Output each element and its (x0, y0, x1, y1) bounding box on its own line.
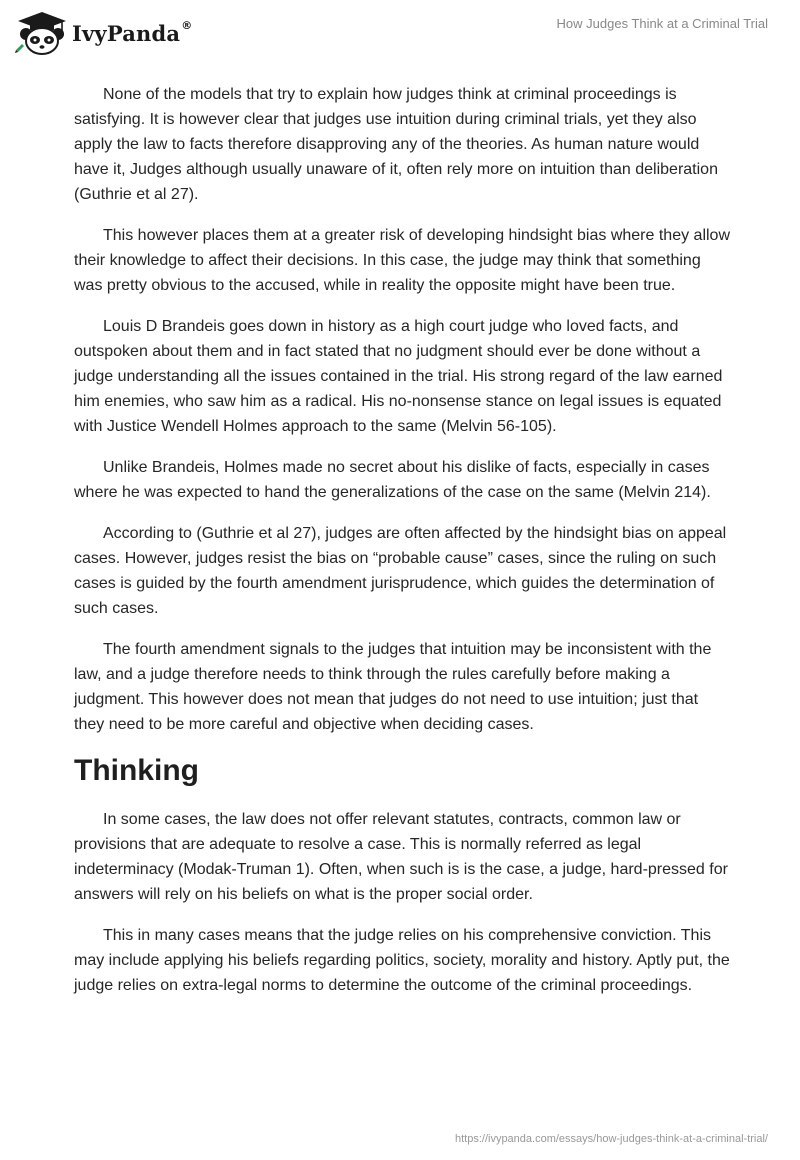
paragraph: In some cases, the law does not offer relevant statutes, contracts, common law or provisions that are adequate to resolve a case. This is normally referred as legal indeterminacy (Modak-Truman 1). Often, when such is is the case, a judge, hard-pressed for answers will rely on his beliefs on what is the proper social order. (74, 811, 728, 903)
source-url-link[interactable]: https://ivypanda.com/essays/how-judges-think-at-a-criminal-trial/ (454, 1133, 768, 1145)
paragraph: According to (Guthrie et al 27), judges are often affected by the hindsight bias on appeal cases. However, judges resist the bias on “probable cause” cases, since the ruling on such cases is guided by the fourth amendment jurisprudence, which guides the determination of such cases. (74, 525, 727, 617)
essay-body (74, 82, 730, 1014)
paragraph: None of the models that try to explain how judges think at criminal proceedings is satisfying. It is however clear that judges use intuition during criminal trials, yet they also apply the law to facts therefore disapproving any of the theories. As human nature would have it, Judges although usually unaware of it, often rely more on intuition than deliberation (Guthrie et al 27). (74, 86, 718, 203)
paragraph: Louis D Brandeis goes down in history as a high court judge who loved facts, and outspoken about them and in fact stated that no judgment should ever be done without a judge understanding all the issues contained in the trial. His strong regard of the law earned him enemies, who saw him as a radical. His no-nonsense stance on legal issues is equated with Justice Wendell Holmes approach to the same (Melvin 56-105). (74, 318, 723, 435)
paragraph: The fourth amendment signals to the judges that intuition may be inconsistent with the law, and a judge therefore needs to think through the rules carefully before making a judgment. This however does not mean that judges do not need to use intuition; just that they need to be more careful and objective when deciding cases. (74, 641, 712, 733)
brand-name: IvyPanda® (72, 18, 193, 46)
document-title: How Judges Think at a Criminal Trial (556, 16, 768, 31)
section-heading: Thinking (74, 754, 199, 787)
paragraph: Unlike Brandeis, Holmes made no secret about his dislike of facts, especially in cases where he was expected to hand the generalizations of the case on the same (Melvin 214). (74, 459, 711, 501)
registered-mark: ® (181, 18, 193, 32)
panda-graduate-icon (14, 10, 70, 56)
page-header (0, 0, 800, 60)
paragraph: This in many cases means that the judge relies on his comprehensive conviction. This may include applying his beliefs regarding politics, society, morality and history. Aptly put, the judge relies on extra-legal norms to determine the outcome of the criminal proceedings. (74, 927, 730, 994)
brand-logo[interactable] (14, 10, 192, 56)
paragraph: This however places them at a greater risk of developing hindsight bias where they allow their knowledge to affect their decisions. In this case, the judge may think that something was pretty obvious to the accused, while in reality the opposite might have been true. (74, 227, 730, 294)
